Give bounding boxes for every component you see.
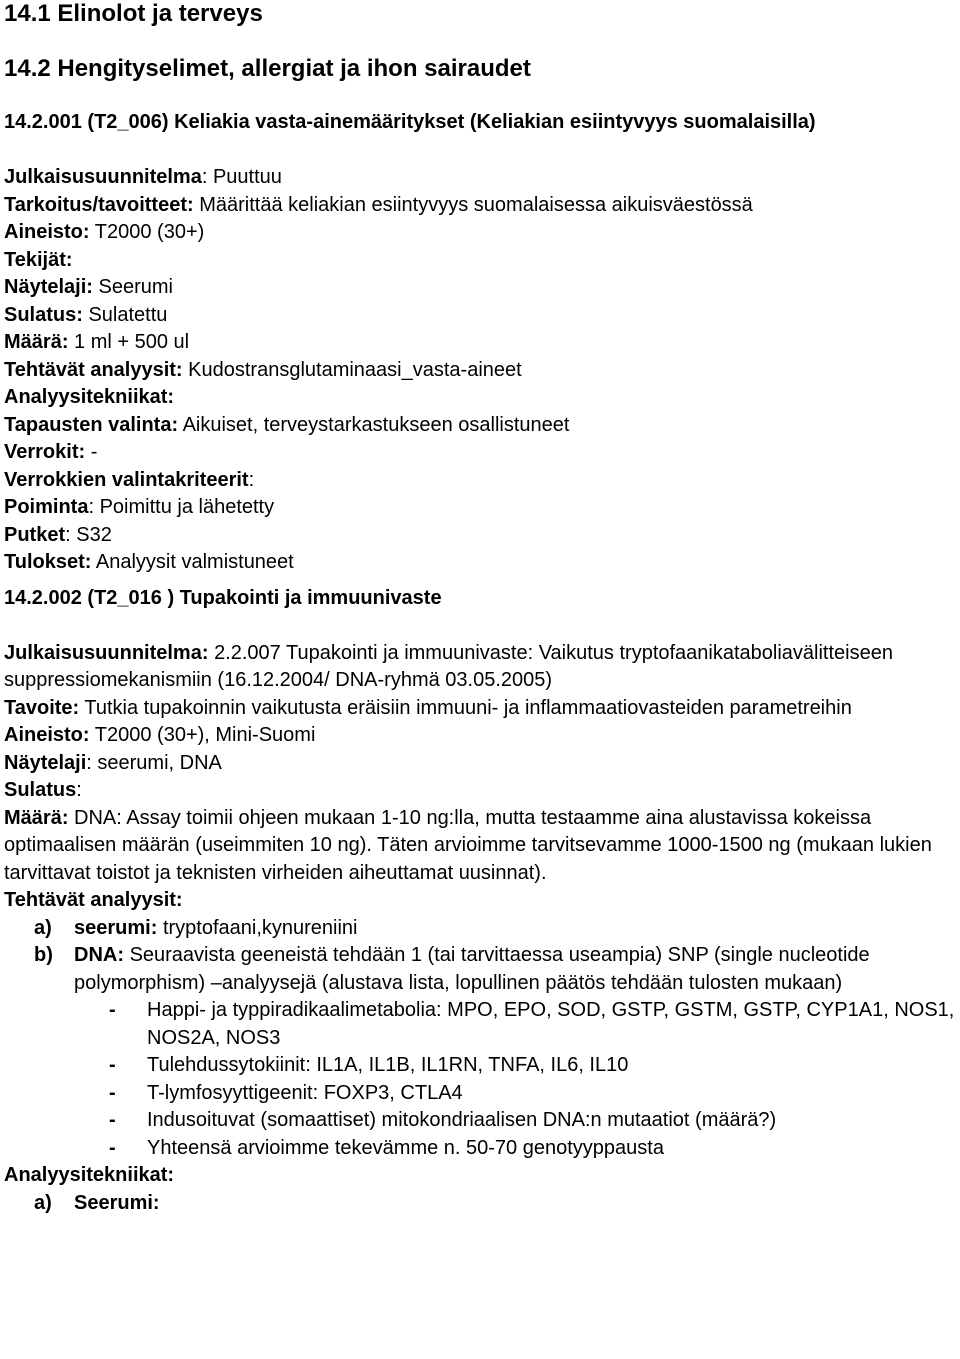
field-naytelaji: [4, 274, 956, 302]
field-maara: [4, 805, 956, 888]
field-poiminta: [4, 494, 956, 522]
field-verrokkien-valintakriteerit: [4, 467, 956, 495]
item-value: tryptofaani,kynureniini: [162, 916, 358, 939]
item-label: DNA:: [74, 944, 124, 966]
field-label: Julkaisusuunnitelma: [4, 166, 202, 188]
field-value: T2000 (30+), Mini-Suomi: [94, 724, 316, 746]
list-item: [4, 1107, 956, 1135]
list-item: [4, 1190, 956, 1218]
study-2-fields: [4, 640, 956, 1218]
field-value: DNA: Assay toimii ohjeen mukaan 1-10 ng:lla, mutta testaamme aina alustavissa kokeissa optimaalisen määrän (useimmiten 10 ng). Täten arvioimme tarvitsevamme 1000-1500 ng (mukaan lukien tarvittavat toistot ja teknisten virheiden aiheuttamat uusinnat).: [4, 806, 932, 884]
field-analyysitekniikat-label: Analyysitekniikat:: [4, 1164, 175, 1186]
field-value: T2000 (30+): [94, 221, 205, 243]
field-tarkoitus: [4, 192, 956, 220]
item-value: Seuraavista geeneistä tehdään 1 (tai tarvittaessa useampia) SNP (single nucleotide polymorphism) –analyysejä (alustava lista, lopullinen päätös tehdään tulosten mukaan): [74, 944, 870, 994]
item-text: Yhteensä arvioimme tekevämme n. 50-70 genotyyppausta: [147, 1136, 664, 1159]
field-verrokit: [4, 439, 956, 467]
document-page: [4, 0, 956, 1217]
section-heading-14-2: 14.2 Hengityselimet, allergiat ja ihon sairaudet: [4, 55, 531, 82]
field-julkaisusuunnitelma: [4, 164, 956, 192]
section-heading-14-1: 14.1 Elinolot ja terveys: [4, 0, 263, 27]
field-label: Tekijät:: [4, 248, 73, 271]
field-label: Poiminta: [4, 496, 89, 518]
list-marker: -: [109, 1136, 116, 1159]
field-sulatus: [4, 777, 956, 805]
spacer: [4, 612, 956, 640]
field-maara: [4, 329, 956, 357]
field-julkaisusuunnitelma: [4, 640, 956, 695]
field-aineisto: [4, 219, 956, 247]
list-item: [4, 1052, 956, 1080]
field-value: Aikuiset, terveystarkastukseen osallistuneet: [182, 413, 570, 436]
field-value: 1 ml + 500 ul: [74, 331, 190, 353]
list-item: [4, 1080, 956, 1108]
gene-list: [4, 997, 956, 1162]
item-text: Tulehdussytokiinit: IL1A, IL1B, IL1RN, TNFA, IL6, IL10: [147, 1054, 629, 1076]
item-label: Seerumi:: [74, 1191, 160, 1214]
field-value: Määrittää keliakian esiintyvyys suomalaisessa aikuisväestössä: [199, 193, 753, 216]
field-label: Verrokit:: [4, 441, 86, 463]
field-value: :: [76, 779, 82, 801]
analysis-list: [4, 915, 956, 998]
field-label: Analyysitekniikat:: [4, 386, 175, 408]
technique-list: [4, 1190, 956, 1218]
list-item: [4, 1135, 956, 1163]
field-tulokset: [4, 549, 956, 577]
list-marker: a): [34, 1191, 52, 1214]
field-value: Seerumi: [98, 276, 173, 298]
field-label: Määrä:: [4, 806, 69, 829]
field-label: Sulatus:: [4, 303, 83, 326]
field-value: : seerumi, DNA: [86, 751, 222, 774]
field-tapausten-valinta: [4, 412, 956, 440]
field-sep: :: [88, 496, 100, 518]
field-label: Näytelaji:: [4, 276, 93, 298]
field-label: Aineisto:: [4, 221, 90, 243]
field-value: -: [90, 441, 98, 463]
field-aineisto: [4, 722, 956, 750]
field-value: Analyysit valmistuneet: [95, 551, 294, 573]
field-sep: :: [248, 468, 255, 491]
field-label: Verrokkien valintakriteerit: [4, 468, 249, 491]
field-label: Määrä:: [4, 331, 69, 353]
field-sep: :: [201, 166, 213, 188]
field-label: Putket: [4, 523, 66, 546]
list-item: [4, 915, 956, 943]
item-text: Happi- ja typpiradikaalimetabolia: MPO, EPO, SOD, GSTP, GSTM, GSTP, CYP1A1, NOS1, NOS2A, NOS3: [147, 999, 955, 1049]
field-value: S32: [76, 523, 112, 546]
list-marker: -: [109, 1054, 116, 1076]
field-putket: [4, 522, 956, 550]
field-tavoite: [4, 695, 956, 723]
field-label: Tarkoitus/tavoitteet:: [4, 193, 194, 216]
field-label: Tapausten valinta:: [4, 413, 179, 436]
study-1-title: 14.2.001 (T2_006) Keliakia vasta-ainemääritykset (Keliakian esiintyvyys suomalaisilla): [4, 111, 816, 133]
item-text: Indusoituvat (somaattiset) mitokondriaalisen DNA:n mutaatiot (määrä?): [147, 1109, 777, 1131]
field-label: Julkaisusuunnitelma:: [4, 641, 209, 664]
list-item: [4, 942, 956, 997]
spacer: [4, 137, 956, 165]
field-label: Tavoite:: [4, 696, 80, 719]
field-value: Tutkia tupakoinnin vaikutusta eräisiin immuuni- ja inflammaatiovasteiden parametreihin: [84, 696, 852, 719]
field-label: Aineisto:: [4, 724, 90, 746]
list-marker: -: [109, 1081, 116, 1104]
field-label: Sulatus: [4, 779, 77, 801]
item-text: T-lymfosyyttigeenit: FOXP3, CTLA4: [147, 1081, 463, 1104]
field-analyysitekniikat: [4, 384, 956, 412]
field-label: Näytelaji: [4, 751, 87, 774]
list-marker: b): [34, 944, 53, 966]
list-marker: a): [34, 916, 52, 939]
list-item: [4, 997, 956, 1052]
field-value: Kudostransglutaminaasi_vasta-aineet: [188, 358, 522, 381]
list-marker: -: [109, 1109, 116, 1131]
field-label: Tehtävät analyysit:: [4, 358, 183, 381]
field-label: Tulokset:: [4, 551, 92, 573]
study-1-fields: [4, 164, 956, 577]
field-value: 2.2.007 Tupakointi ja immuunivaste: Vaikutus tryptofaanikataboliavälitteiseen suppressiomekanismiin (16.12.2004/ DNA-ryhmä 03.05.2005): [4, 641, 893, 691]
field-tekijat: [4, 247, 956, 275]
field-value: Sulatettu: [88, 303, 168, 326]
field-sulatus: [4, 302, 956, 330]
field-value: Puuttuu: [212, 166, 282, 188]
field-naytelaji: [4, 750, 956, 778]
field-tehtavat-analyysit-label: Tehtävät analyysit:: [4, 889, 183, 911]
list-marker: -: [109, 999, 116, 1021]
field-sep: :: [65, 523, 77, 546]
field-value: Poimittu ja lähetetty: [99, 496, 275, 518]
item-label: seerumi:: [74, 916, 158, 939]
field-tehtavat-analyysit: [4, 357, 956, 385]
study-2-title: 14.2.002 (T2_016 ) Tupakointi ja immuunivaste: [4, 586, 442, 609]
